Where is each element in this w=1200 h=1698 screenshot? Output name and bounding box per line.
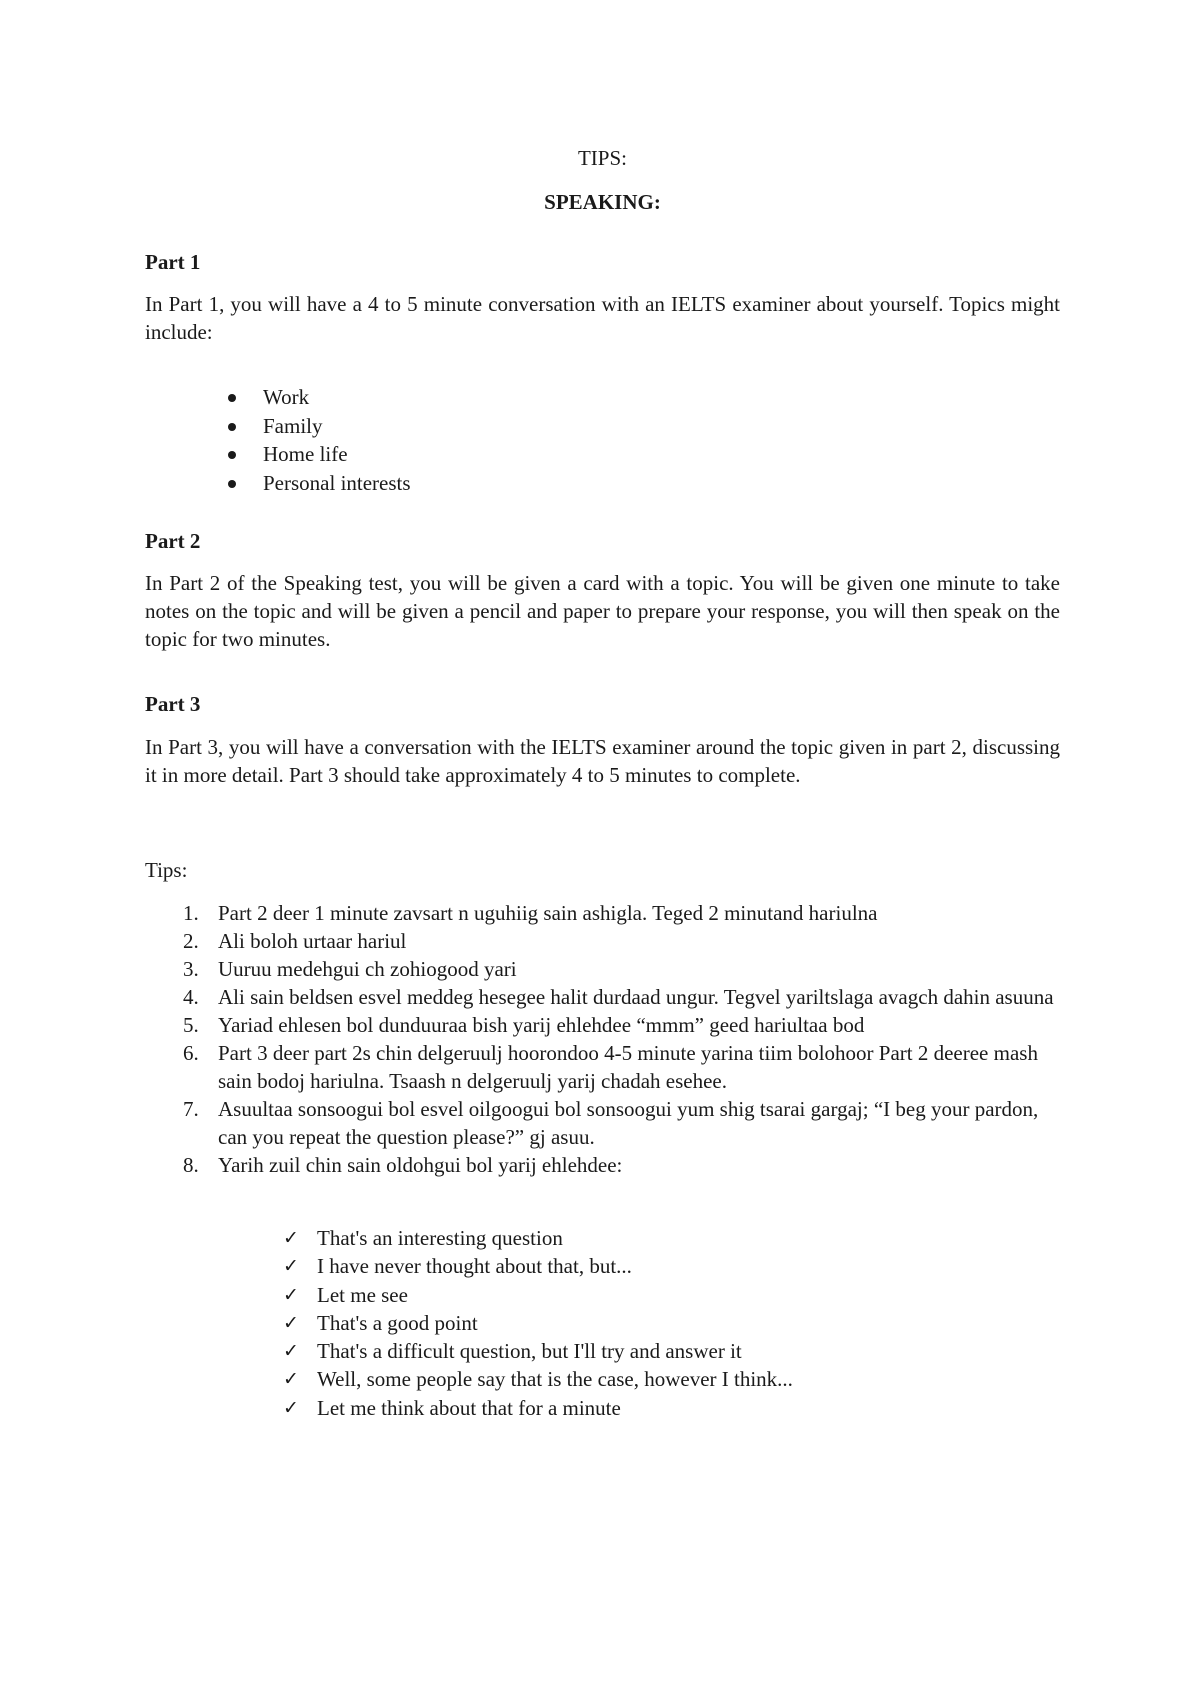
bullet-icon: [228, 480, 236, 488]
part1-topic-list: [145, 383, 1060, 497]
part3-heading: Part 3: [145, 692, 201, 716]
list-item: [145, 1337, 1060, 1365]
phrase-text: That's a good point: [317, 1310, 478, 1335]
list-item: [145, 469, 1060, 498]
list-item: [145, 927, 1060, 955]
tip-number: 7.: [183, 1097, 199, 1121]
list-item: [145, 983, 1060, 1011]
part1-heading: Part 1: [145, 250, 201, 274]
tip-text: Uuruu medehgui ch zohiogood yari: [218, 957, 517, 981]
tip-number: 5.: [183, 1013, 199, 1037]
list-item: [145, 899, 1060, 927]
phrase-text: Let me think about that for a minute: [317, 1395, 621, 1420]
list-item: [145, 1281, 1060, 1309]
tip-number: 2.: [183, 929, 199, 953]
tip-text: Ali boloh urtaar hariul: [218, 929, 407, 953]
part3-text: In Part 3, you will have a conversation with the IELTS examiner around the topic given in part 2, discussing it in more detail. Part 3 should take approximately 4 to 5 minutes to complete.: [145, 735, 1060, 787]
checkmark-icon: ✓: [283, 1340, 299, 1363]
phrases-list: [145, 1224, 1060, 1422]
tip-text: Yarih zuil chin sain oldohgui bol yarij ehlehdee:: [218, 1153, 623, 1177]
list-item: [145, 1039, 1060, 1095]
part1-text: In Part 1, you will have a 4 to 5 minute conversation with an IELTS examiner about yourself. Topics might include:: [145, 292, 1060, 344]
tip-text: Part 2 deer 1 minute zavsart n uguhiig sain ashigla. Teged 2 minutand hariulna: [218, 901, 878, 925]
bullet-icon: [228, 394, 236, 402]
document-title: TIPS:: [577, 146, 627, 170]
phrase-text: I have never thought about that, but...: [317, 1254, 632, 1279]
checkmark-icon: ✓: [283, 1396, 299, 1419]
list-item: [145, 440, 1060, 469]
tips-list: [145, 899, 1060, 1179]
phrase-text: That's an interesting question: [317, 1226, 563, 1250]
list-item: [145, 1151, 1060, 1179]
tip-number: 3.: [183, 957, 199, 981]
topic-label: Personal interests: [263, 470, 411, 495]
bullet-icon: [228, 451, 236, 459]
checkmark-icon: ✓: [283, 1255, 299, 1278]
list-item: [145, 1252, 1060, 1280]
list-item: [145, 412, 1060, 441]
document-subtitle: SPEAKING:: [544, 190, 661, 214]
list-item: [145, 1224, 1060, 1252]
topic-label: Home life: [263, 442, 348, 466]
tip-text: Ali sain beldsen esvel meddeg hesegee halit durdaad ungur. Tegvel yariltslaga avagch dahin asuuna: [218, 985, 1054, 1009]
topic-label: Family: [263, 413, 323, 438]
bullet-icon: [228, 423, 236, 431]
list-item: [145, 1095, 1060, 1151]
list-item: [145, 383, 1060, 412]
tip-text: Asuultaa sonsoogui bol esvel oilgoogui bol sonsoogui yum shig tsarai gargaj; “I beg your pardon, can you repeat the question please?” gj asuu.: [218, 1097, 1039, 1149]
phrase-text: Well, some people say that is the case, however I think...: [317, 1367, 793, 1392]
list-item: [145, 1309, 1060, 1337]
tip-number: 6.: [183, 1041, 199, 1065]
tip-text: Yariad ehlesen bol dunduuraa bish yarij ehlehdee “mmm” geed hariultaa bod: [218, 1013, 865, 1037]
list-item: [145, 1394, 1060, 1422]
list-item: [145, 955, 1060, 983]
tip-text: Part 3 deer part 2s chin delgeruulj hoorondoo 4-5 minute yarina tiim bolohoor Part 2 deeree mash sain bodoj hariulna. Tsaash n delgeruulj yarij chadah esehee.: [218, 1041, 1038, 1093]
topic-label: Work: [263, 385, 310, 409]
checkmark-icon: ✓: [283, 1368, 299, 1391]
part2-heading: Part 2: [145, 529, 201, 553]
list-item: [145, 1011, 1060, 1039]
tips-heading: Tips:: [145, 858, 188, 882]
list-item: [145, 1365, 1060, 1393]
checkmark-icon: ✓: [283, 1311, 299, 1334]
checkmark-icon: ✓: [283, 1283, 299, 1306]
tip-number: 8.: [183, 1153, 199, 1177]
tip-number: 1.: [183, 901, 199, 925]
checkmark-icon: ✓: [283, 1227, 299, 1249]
phrase-text: That's a difficult question, but I'll try and answer it: [317, 1339, 742, 1364]
phrase-text: Let me see: [317, 1282, 408, 1307]
tip-number: 4.: [183, 985, 199, 1009]
part2-text: In Part 2 of the Speaking test, you will be given a card with a topic. You will be given one minute to take notes on the topic and will be given a pencil and paper to prepare your response, you will then speak on the topic for two minutes.: [145, 571, 1060, 651]
